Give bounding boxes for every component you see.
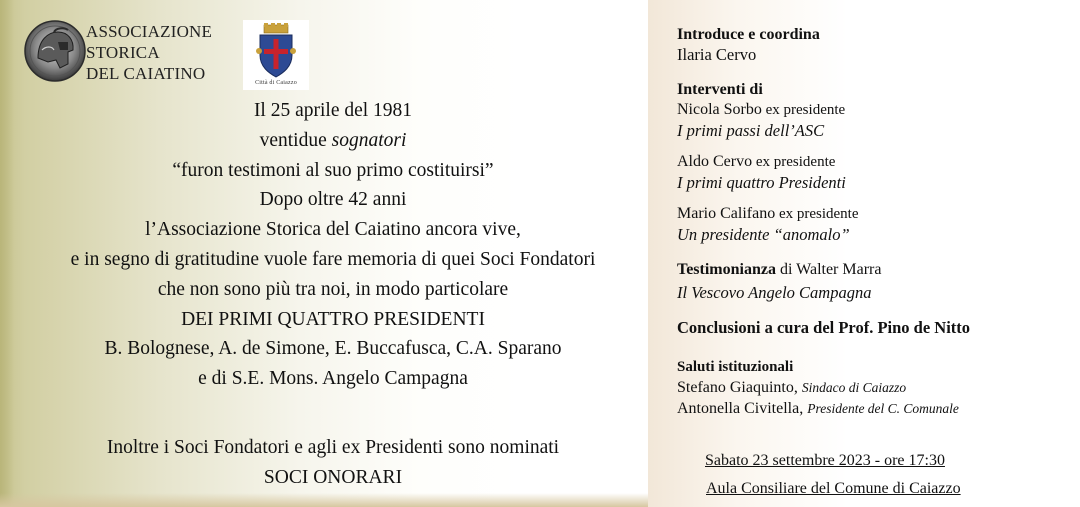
speaker-1-title: I primi passi dell’ASC	[677, 121, 825, 140]
speaker-2-name: Aldo Cervo	[677, 153, 753, 170]
speaker-2	[677, 152, 835, 172]
speaker-3-role: ex presidente	[775, 206, 859, 222]
speaker-1	[677, 100, 845, 120]
main-line-9: B. Bolognese, A. de Simone, E. Buccafusca, C.A. Sparano	[104, 338, 562, 360]
testimonianza-line	[677, 260, 881, 280]
saluti-heading: Saluti istituzionali	[677, 359, 794, 375]
association-name	[86, 21, 212, 84]
saluti-1-role: Sindaco di Caiazzo	[801, 380, 907, 395]
testimonianza-speaker: di Walter Marra	[775, 261, 882, 278]
saluti-2	[677, 399, 959, 419]
speaker-2-role: ex presidente	[752, 154, 836, 170]
saluti-1	[677, 378, 906, 398]
association-name-line-3: DEL CAIATINO	[86, 64, 206, 83]
speaker-1-role: ex presidente	[761, 102, 846, 118]
main-line-10: e di S.E. Mons. Angelo Campagna	[198, 368, 468, 390]
main-line-11: Inoltre i Soci Fondatori e agli ex Presidenti sono nominati	[106, 437, 560, 458]
speaker-1-name: Nicola Sorbo	[677, 101, 762, 118]
saluti-1-name: Stefano Giaquinto,	[677, 379, 802, 396]
main-line-7: che non sono più tra noi, in modo particolare	[157, 278, 509, 300]
interventi-heading: Interventi di	[677, 81, 763, 98]
association-name-line-2: STORICA	[86, 43, 160, 62]
speaker-3-title: Un presidente “anomalo”	[677, 225, 850, 244]
testimonianza-title: Il Vescovo Angelo Campagna	[677, 283, 872, 302]
main-line-1: Il 25 aprile del 1981	[253, 100, 413, 121]
commemorative-text	[0, 96, 666, 394]
honorary-members-text	[0, 433, 666, 493]
decorative-bottom-band	[0, 493, 648, 507]
main-line-3: “furon testimoni al suo primo costituirsi”	[172, 159, 494, 181]
conclusioni-line: Conclusioni a cura del Prof. Pino de Nitto	[677, 318, 971, 337]
introduce-heading: Introduce e coordina	[677, 26, 820, 43]
saluti-2-name: Antonella Civitella,	[677, 400, 808, 417]
crest-shield-icon	[255, 23, 297, 79]
speaker-2-title: I primi quattro Presidenti	[677, 173, 846, 192]
main-line-2-italic: sognatori	[331, 129, 407, 151]
event-date-time: Sabato 23 settembre 2023 - ore 17:30	[705, 452, 945, 469]
event-venue: Aula Consiliare del Comune di Caiazzo	[706, 480, 961, 497]
main-line-4: Dopo oltre 42 anni	[259, 189, 407, 211]
testimonianza-label: Testimonianza	[677, 261, 776, 278]
saluti-2-role: Presidente del C. Comunale	[807, 401, 959, 416]
main-line-12: SOCI ONORARI	[263, 467, 403, 488]
main-line-2-prefix: ventidue	[259, 129, 332, 151]
crest-caption: Città di Caiazzo	[255, 80, 297, 86]
main-line-8: DEI PRIMI QUATTRO PRESIDENTI	[181, 308, 485, 330]
speaker-3	[677, 204, 859, 224]
main-line-6: e in segno di gratitudine vuole fare memoria di quei Soci Fondatori	[70, 248, 596, 270]
speaker-3-name: Mario Califano	[677, 205, 776, 222]
invitation-right-panel	[648, 0, 1080, 507]
main-line-2	[0, 126, 666, 156]
association-name-line-1: ASSOCIAZIONE	[86, 22, 213, 41]
caiazzo-crest-logo	[243, 20, 309, 90]
main-line-5: l’Associazione Storica del Caiatino ancora vive,	[145, 219, 521, 241]
introduce-name: Ilaria Cervo	[677, 45, 757, 64]
association-helmet-logo	[24, 20, 86, 82]
